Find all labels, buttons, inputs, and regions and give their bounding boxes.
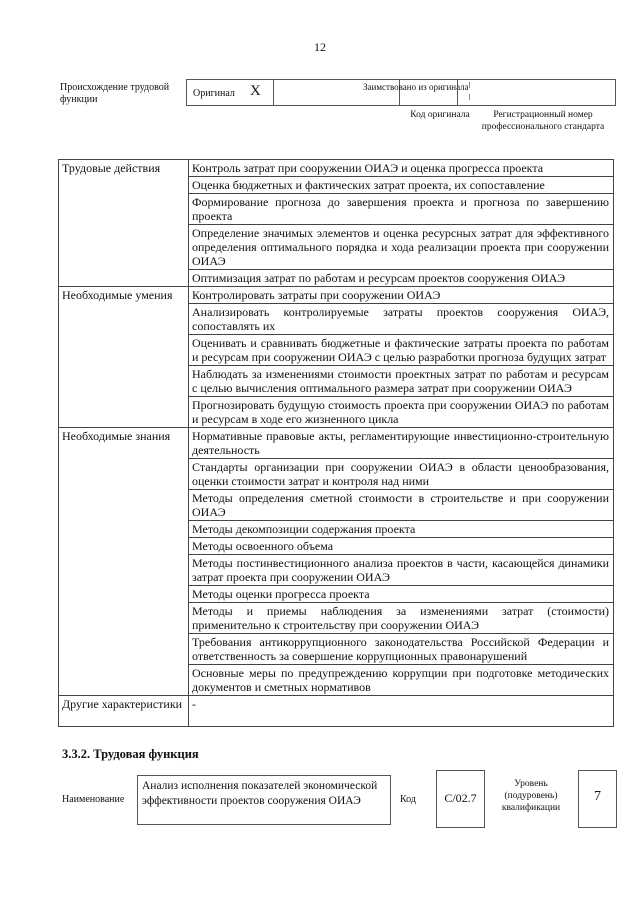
page-number: 12 [314,40,326,54]
table-cell: Определение значимых элементов и оценка ресурсных затрат для эффективного определения оптимального порядка и хода реализации проекта при сооружении ОИАЭ [189,225,614,270]
origin-original-cell [187,80,274,105]
table-cell: Наблюдать за изменениями стоимости проектных затрат по работам и ресурсам с целью вычисления оптимального размера затрат при сооружении ОИАЭ [189,366,614,397]
table-cell: - [189,696,614,727]
table-cell: Анализировать контролируемые затраты проектов сооружения ОИАЭ, сопоставлять их [189,304,614,335]
borrowed-label: Заимствовано из оригинала [363,82,469,92]
section-title: 3.3.2. Трудовая функция [62,747,199,761]
table-cell: Прогнозировать будущую стоимость проекта при сооружении ОИАЭ по работам и ресурсам в ходе его жизненного цикла [189,397,614,428]
table-cell: Оценивать и сравнивать бюджетные и фактические затраты проекта по работам и ресурсам при сооружении ОИАЭ с целью разработки прогноза будущих затрат [189,335,614,366]
origin-label: Происхождение трудовой функции [60,82,170,105]
table-cell: Методы освоенного объема [189,538,614,555]
table-cell: Стандарты организации при сооружении ОИАЭ в области ценообразования, оценки стоимости затрат и контроля над ними [189,459,614,490]
level-box [578,770,617,828]
table-cell: Методы определения сметной стоимости в строительстве и при сооружении ОИАЭ [189,490,614,521]
divider-tick [469,94,470,100]
function-name: Анализ исполнения показателей экономической эффективности проектов сооружения ОИАЭ [142,780,378,807]
table-cell: Требования антикоррупционного законодательства Российской Федерации и ответственность за совершение коррупционных правонарушений [189,634,614,665]
code-value: C/02.7 [444,791,477,805]
table-cell: Оптимизация затрат по работам и ресурсам проектов сооружения ОИАЭ [189,270,614,287]
table-cell: Методы декомпозиции содержания проекта [189,521,614,538]
table-cell: Оценка бюджетных и фактических затрат проекта, их сопоставление [189,177,614,194]
category-cell: Необходимые умения [59,287,189,428]
name-box [137,775,391,825]
table-row [59,428,614,459]
origin-code-cell [399,80,458,105]
reg-caption: Регистрационный номер профессионального стандарта [481,110,605,132]
table-row [59,287,614,304]
original-mark: X [250,83,261,99]
category-cell: Другие характеристики [59,696,189,727]
table-row [59,696,614,727]
table-cell: Методы и приемы наблюдения за изменениями затрат (стоимости) применительно к строительству при сооружении ОИАЭ [189,603,614,634]
category-cell: Необходимые знания [59,428,189,696]
code-box [436,770,485,828]
level-value: 7 [594,789,601,804]
original-label: Оригинал [193,88,235,99]
origin-table [186,79,616,106]
category-cell: Трудовые действия [59,160,189,287]
table-cell: Методы постинвестиционного анализа проектов в части, касающейся динамики затрат проекта при сооружении ОИАЭ [189,555,614,586]
code-caption: Код оригинала [410,110,470,120]
table-row [59,160,614,177]
origin-borrowed-cell [273,80,469,105]
labor-function-table [58,159,614,727]
table-cell: Контроль затрат при сооружении ОИАЭ и оценка прогресса проекта [189,160,614,177]
table-cell: Контролировать затраты при сооружении ОИАЭ [189,287,614,304]
level-label: Уровень (подуровень) квалификации [501,779,561,813]
divider-tick [469,82,470,88]
table-cell: Формирование прогноза до завершения проекта и прогноза по завершению проекта [189,194,614,225]
table-cell: Методы оценки прогресса проекта [189,586,614,603]
code-label: Код [400,794,416,805]
table-cell: Основные меры по предупреждению коррупции при подготовке методических документов и сметных нормативов [189,665,614,696]
name-label: Наименование [62,794,125,805]
table-cell: Нормативные правовые акты, регламентирующие инвестиционно-строительную деятельность [189,428,614,459]
